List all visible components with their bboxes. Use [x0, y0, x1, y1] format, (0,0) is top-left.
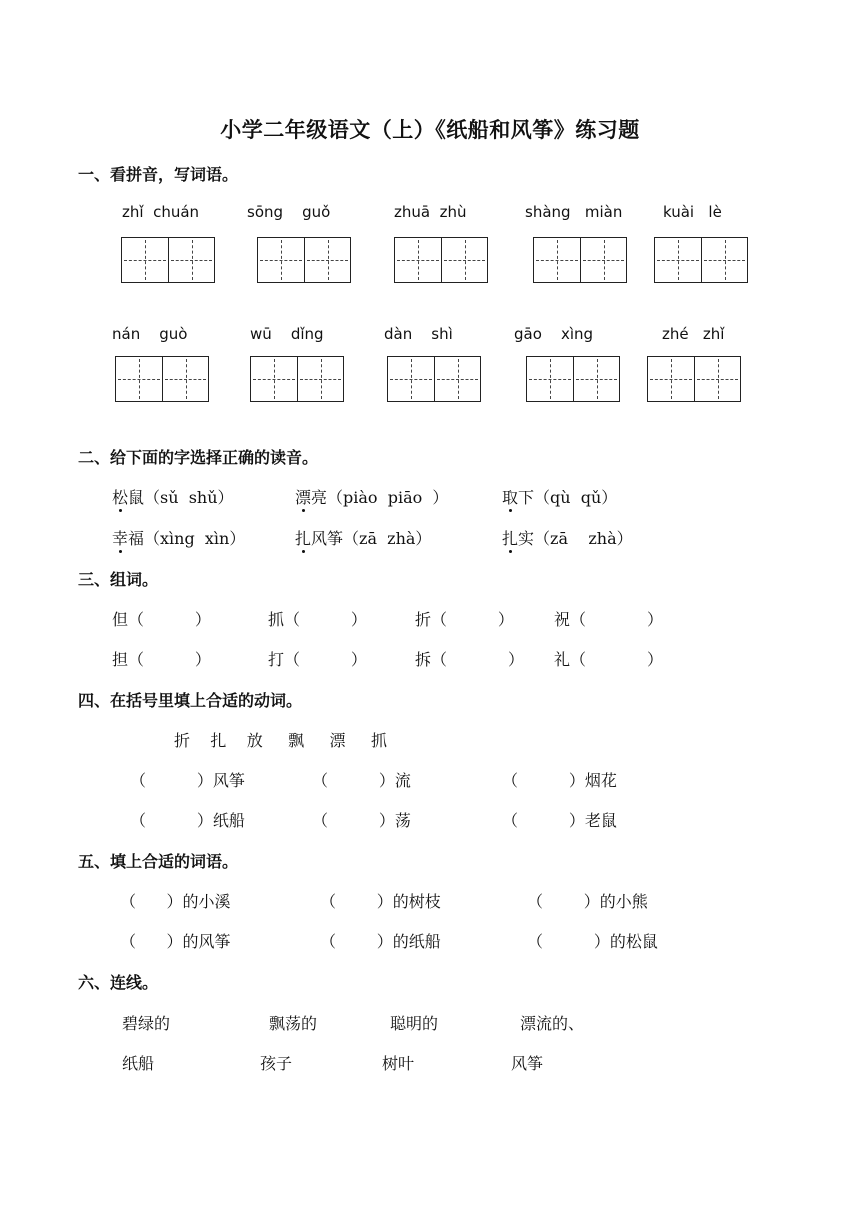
verb-blank[interactable]: （ ）纸船 — [130, 811, 245, 830]
pinyin-label: dàn shì — [384, 325, 453, 343]
reading-item-rest: 亮（piào piāo ） — [311, 488, 449, 507]
verb-blank[interactable]: （ ）烟花 — [502, 771, 617, 790]
word-blank[interactable]: 拆（ ） — [415, 650, 525, 669]
word-blank[interactable]: 祝（ ） — [554, 610, 664, 629]
writing-grid[interactable] — [250, 356, 344, 402]
writing-grid[interactable] — [257, 237, 351, 283]
writing-grid[interactable] — [121, 237, 215, 283]
writing-grid[interactable] — [394, 237, 488, 283]
reading-item — [112, 526, 245, 549]
phrase-blank[interactable]: （ ）的树枝 — [320, 892, 441, 911]
page-title: 小学二年级语文（上）《纸船和风筝》练习题 — [220, 118, 640, 142]
dotted-char: 扎 — [295, 526, 311, 549]
reading-item-rest: 福（xìng xìn） — [128, 529, 246, 548]
section-3-heading: 三、组词。 — [78, 570, 159, 589]
pinyin-label: zhǐ chuán — [122, 203, 200, 221]
verb-blank[interactable]: （ ）荡 — [312, 811, 411, 830]
verb-blank[interactable]: （ ）老鼠 — [502, 811, 617, 830]
word-blank[interactable]: 礼（ ） — [554, 650, 664, 669]
section-4-heading: 四、在括号里填上合适的动词。 — [78, 691, 303, 710]
reading-item — [295, 485, 448, 508]
word-blank[interactable]: 折（ ） — [415, 610, 514, 629]
pinyin-label: wū dǐng — [250, 325, 324, 343]
reading-item-rest: 风筝（zā zhà） — [311, 529, 432, 548]
pinyin-label: sōng guǒ — [247, 203, 331, 221]
reading-item-rest: 下（qù qǔ） — [518, 488, 618, 507]
phrase-blank[interactable]: （ ）的小熊 — [527, 892, 648, 911]
match-left-item[interactable]: 漂流的、 — [520, 1014, 585, 1033]
pinyin-label: nán guò — [112, 325, 188, 343]
dotted-char: 幸 — [112, 526, 128, 549]
reading-item — [502, 526, 633, 549]
match-right-item[interactable]: 纸船 — [122, 1054, 155, 1073]
writing-grid[interactable] — [654, 237, 748, 283]
pinyin-label: kuài lè — [663, 203, 722, 221]
match-right-item[interactable]: 树叶 — [382, 1054, 415, 1073]
pinyin-label: gāo xìng — [514, 325, 594, 343]
reading-item-rest: 实（zā zhà） — [518, 529, 633, 548]
dotted-char: 松 — [112, 485, 128, 508]
phrase-blank[interactable]: （ ）的小溪 — [120, 892, 231, 911]
phrase-blank[interactable]: （ ）的松鼠 — [527, 932, 658, 951]
reading-item — [295, 526, 431, 549]
word-blank[interactable]: 担（ ） — [112, 650, 211, 669]
phrase-blank[interactable]: （ ）的风筝 — [120, 932, 231, 951]
pinyin-label: shàng miàn — [525, 203, 623, 221]
section-5-heading: 五、填上合适的词语。 — [78, 852, 239, 871]
writing-grid[interactable] — [115, 356, 209, 402]
dotted-char: 漂 — [295, 485, 311, 508]
writing-grid[interactable] — [526, 356, 620, 402]
verb-blank[interactable]: （ ）流 — [312, 771, 411, 790]
word-blank[interactable]: 但（ ） — [112, 610, 211, 629]
match-left-item[interactable]: 聪明的 — [390, 1014, 439, 1033]
section-2-heading: 二、给下面的字选择正确的读音。 — [78, 448, 319, 467]
pinyin-label: zhé zhǐ — [662, 325, 725, 343]
match-right-item[interactable]: 孩子 — [260, 1054, 293, 1073]
reading-item — [502, 485, 617, 508]
word-bank: 折 扎 放 飘 漂 抓 — [174, 731, 387, 750]
word-blank[interactable]: 抓（ ） — [268, 610, 367, 629]
word-blank[interactable]: 打（ ） — [268, 650, 367, 669]
reading-item — [112, 485, 234, 508]
match-right-item[interactable]: 风筝 — [511, 1054, 544, 1073]
reading-item-rest: 鼠（sǔ shǔ） — [128, 488, 234, 507]
writing-grid[interactable] — [647, 356, 741, 402]
match-left-item[interactable]: 碧绿的 — [122, 1014, 171, 1033]
writing-grid[interactable] — [387, 356, 481, 402]
phrase-blank[interactable]: （ ）的纸船 — [320, 932, 441, 951]
writing-grid[interactable] — [533, 237, 627, 283]
match-left-item[interactable]: 飘荡的 — [269, 1014, 318, 1033]
verb-blank[interactable]: （ ）风筝 — [130, 771, 245, 790]
dotted-char: 扎 — [502, 526, 518, 549]
pinyin-label: zhuā zhù — [394, 203, 467, 221]
dotted-char: 取 — [502, 485, 518, 508]
section-6-heading: 六、连线。 — [78, 973, 159, 992]
section-1-heading: 一、看拼音，写词语。 — [78, 165, 239, 184]
